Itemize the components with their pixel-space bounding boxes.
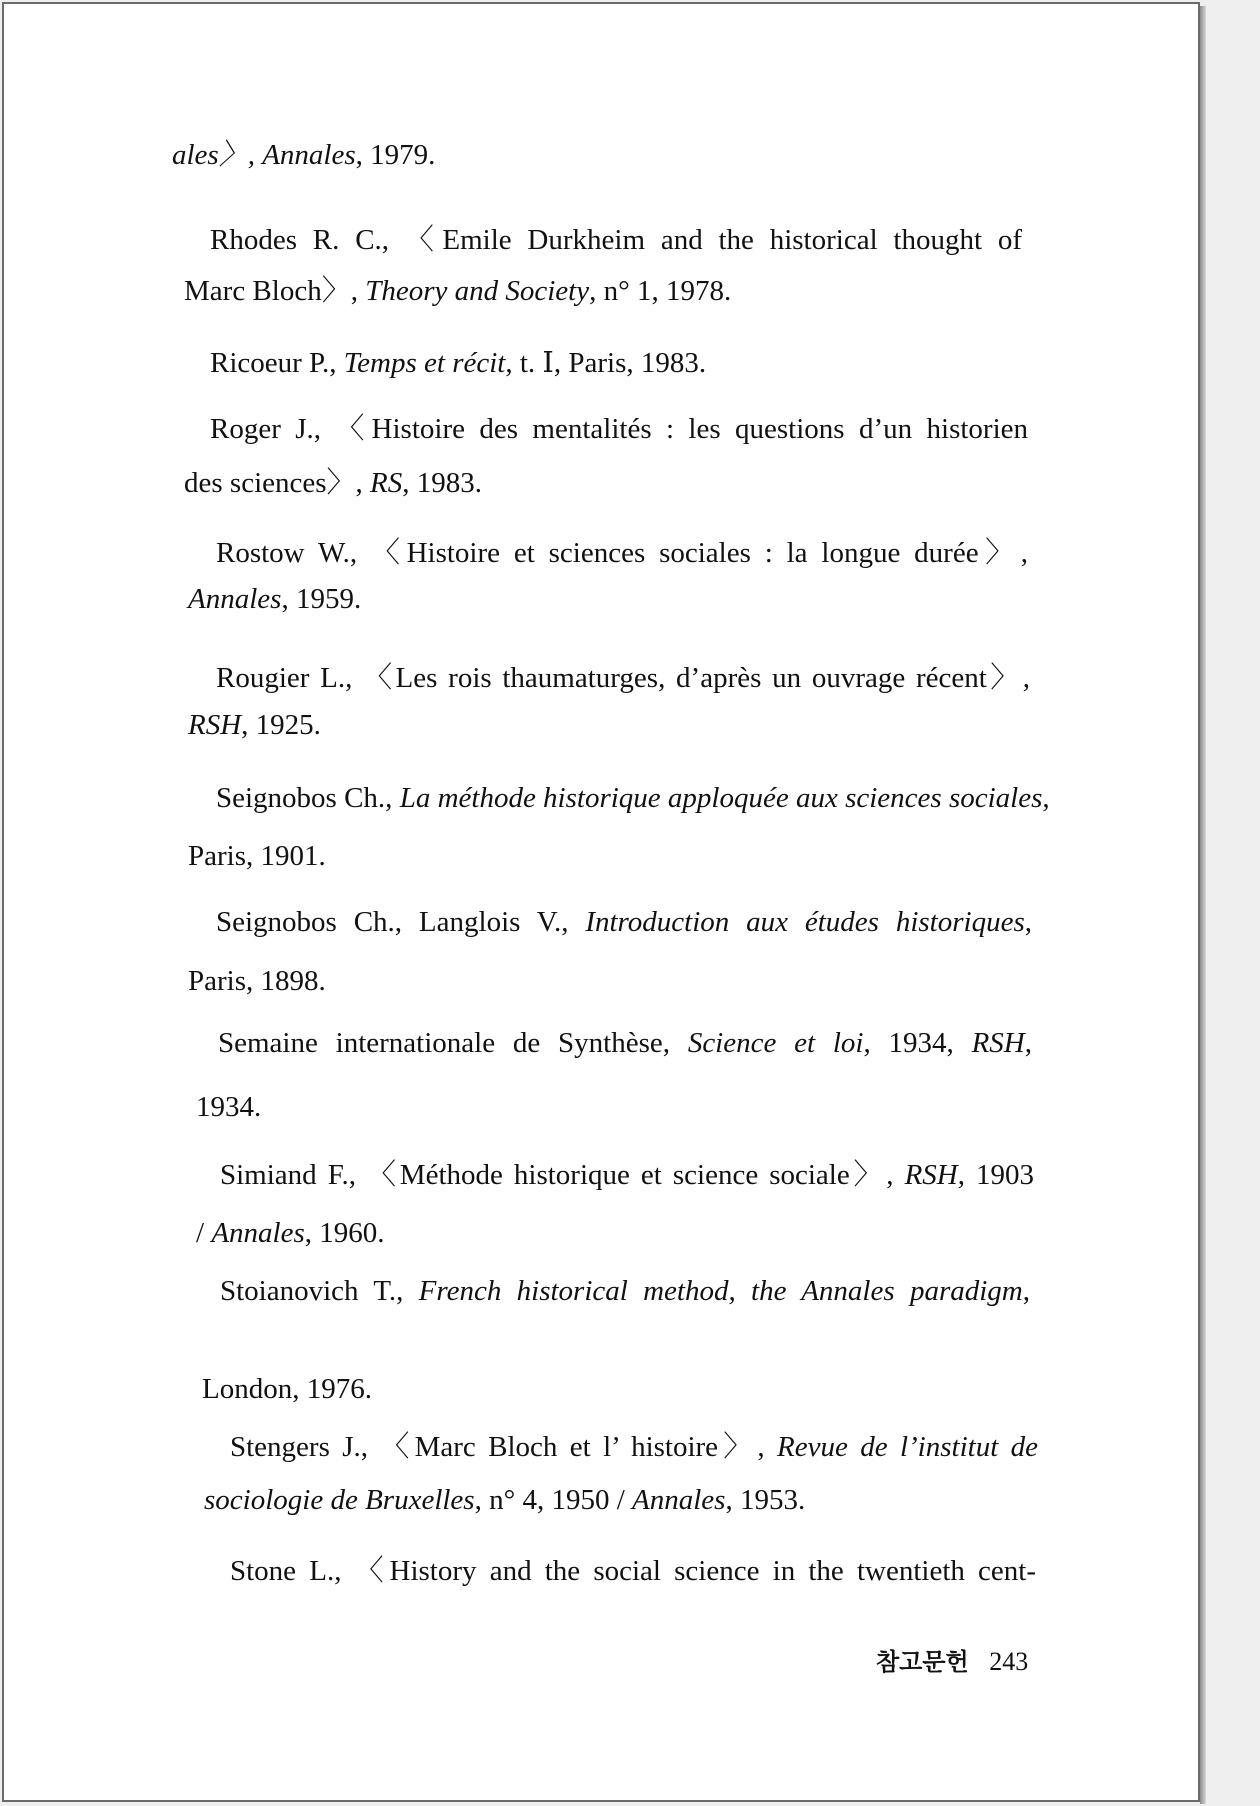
entry-text: Paris, 1901. bbox=[188, 840, 326, 872]
entry-text: , 1979. bbox=[355, 139, 436, 171]
bibliography-entry-continuation bbox=[184, 460, 482, 501]
bibliography-entry-continuation bbox=[188, 583, 361, 616]
bibliography-entry-continuation bbox=[188, 965, 326, 998]
italic-title-text: Annales bbox=[632, 1484, 726, 1516]
entry-text: Simiand F., 〈Méthode historique et science sociale〉, bbox=[220, 1159, 905, 1191]
bibliography-entry-line bbox=[216, 782, 1050, 815]
bibliography-entry-line bbox=[216, 906, 1032, 939]
entry-text: Rhodes R. C., 〈Emile Durkheim and the historical thought of bbox=[210, 224, 1022, 256]
entry-text: Roger J., 〈Histoire des mentalités : les questions d’un historien bbox=[210, 413, 1028, 445]
entry-text: Seignobos Ch., bbox=[216, 782, 400, 814]
bibliography-entry-continuation bbox=[196, 1091, 261, 1124]
entry-text: , 1983. bbox=[402, 467, 482, 499]
bibliography-entry-continuation bbox=[204, 1484, 805, 1517]
entry-text: , t. Ⅰ, Paris, 1983. bbox=[505, 347, 707, 379]
italic-title-text: Science et loi bbox=[687, 1027, 864, 1059]
entry-text: Rostow W., 〈Histoire et sciences sociales : la longue durée〉, bbox=[216, 537, 1028, 569]
bibliography-entry-continuation bbox=[196, 1217, 385, 1250]
entry-text: London, 1976. bbox=[202, 1373, 372, 1405]
entry-text: Ricoeur P., bbox=[210, 347, 344, 379]
entry-text: Seignobos Ch., Langlois V., bbox=[216, 906, 586, 938]
entry-text: , 1903 bbox=[957, 1159, 1035, 1191]
bibliography-entry-continuation bbox=[184, 268, 731, 309]
italic-title-text: Temps et récit bbox=[343, 347, 506, 379]
bibliography-entry-line bbox=[220, 1275, 1030, 1308]
entry-text: , bbox=[1024, 1027, 1033, 1059]
entry-text: , n° 4, 1950 / bbox=[474, 1484, 632, 1516]
bibliography-entry-line bbox=[220, 1152, 1034, 1193]
entry-text: , 1925. bbox=[241, 709, 321, 741]
italic-title-text: ales〉, bbox=[172, 139, 263, 171]
entry-text: , bbox=[1042, 782, 1050, 814]
italic-title-text: sociologie de Bruxelles bbox=[204, 1484, 475, 1516]
entry-text: Semaine internationale de Synthèse, bbox=[218, 1027, 688, 1059]
italic-title-text: RSH bbox=[904, 1159, 958, 1191]
bibliography-entry-line bbox=[230, 1424, 1038, 1465]
italic-title-text: Revue de l’institut de bbox=[776, 1431, 1039, 1463]
entry-text: Rougier L., 〈Les rois thaumaturges, d’après un ouvrage récent〉, bbox=[216, 662, 1030, 694]
bibliography-entry-continuation bbox=[202, 1373, 372, 1406]
italic-title-text: Theory and Society bbox=[365, 275, 590, 307]
entry-text: , n° 1, 1978. bbox=[589, 275, 732, 307]
entry-text: Stone L., 〈History and the social science in the twentieth cent- bbox=[230, 1555, 1036, 1587]
italic-title-text: Annales bbox=[262, 139, 356, 171]
entry-text: , 1953. bbox=[725, 1484, 806, 1516]
entry-text: Stengers J., 〈Marc Bloch et l’ histoire〉, bbox=[230, 1431, 777, 1463]
italic-title-text: Annales bbox=[188, 583, 282, 615]
bibliography-entry-line bbox=[210, 345, 706, 380]
entry-text: , bbox=[1024, 906, 1032, 938]
entry-text: , 1959. bbox=[281, 583, 362, 615]
bibliography-entry-continuation bbox=[188, 709, 321, 742]
running-footer-label: 참고문헌 bbox=[876, 1647, 969, 1676]
bibliography-entry-line bbox=[216, 655, 1030, 696]
bibliography-entry-line bbox=[218, 1027, 1032, 1060]
entry-text: / bbox=[196, 1217, 212, 1249]
page-footer bbox=[876, 1642, 1028, 1677]
entry-text: Stoianovich T., bbox=[220, 1275, 419, 1307]
page-number: 243 bbox=[989, 1647, 1029, 1676]
document-page bbox=[2, 2, 1200, 1802]
entry-text: , 1960. bbox=[304, 1217, 385, 1249]
italic-title-text: French historical method, the Annales paradigm bbox=[418, 1275, 1023, 1307]
entry-text: Marc Bloch〉, bbox=[184, 275, 366, 307]
entry-text: des sciences〉, bbox=[184, 467, 371, 499]
bibliography-entry-line bbox=[216, 530, 1028, 571]
entry-text: Paris, 1898. bbox=[188, 965, 326, 997]
italic-title-text: RS bbox=[370, 467, 403, 499]
bibliography-entry-line bbox=[210, 406, 1028, 447]
bibliography-entry-line bbox=[210, 217, 1022, 258]
bibliography-entry-continuation bbox=[188, 840, 326, 873]
entry-text: 1934. bbox=[196, 1091, 262, 1123]
entry-text: , bbox=[1022, 1275, 1030, 1307]
italic-title-text: RSH bbox=[971, 1027, 1025, 1059]
entry-text: , 1934, bbox=[863, 1027, 972, 1059]
italic-title-text: Annales bbox=[211, 1217, 305, 1249]
page-edge-shadow bbox=[1200, 6, 1206, 1804]
bibliography-entry-line bbox=[230, 1548, 1036, 1589]
italic-title-text: Introduction aux études historiques bbox=[585, 906, 1025, 938]
italic-title-text: La méthode historique apploquée aux sciences sociales bbox=[399, 782, 1043, 814]
bibliography-entry-line bbox=[172, 132, 435, 173]
italic-title-text: RSH bbox=[188, 709, 242, 741]
